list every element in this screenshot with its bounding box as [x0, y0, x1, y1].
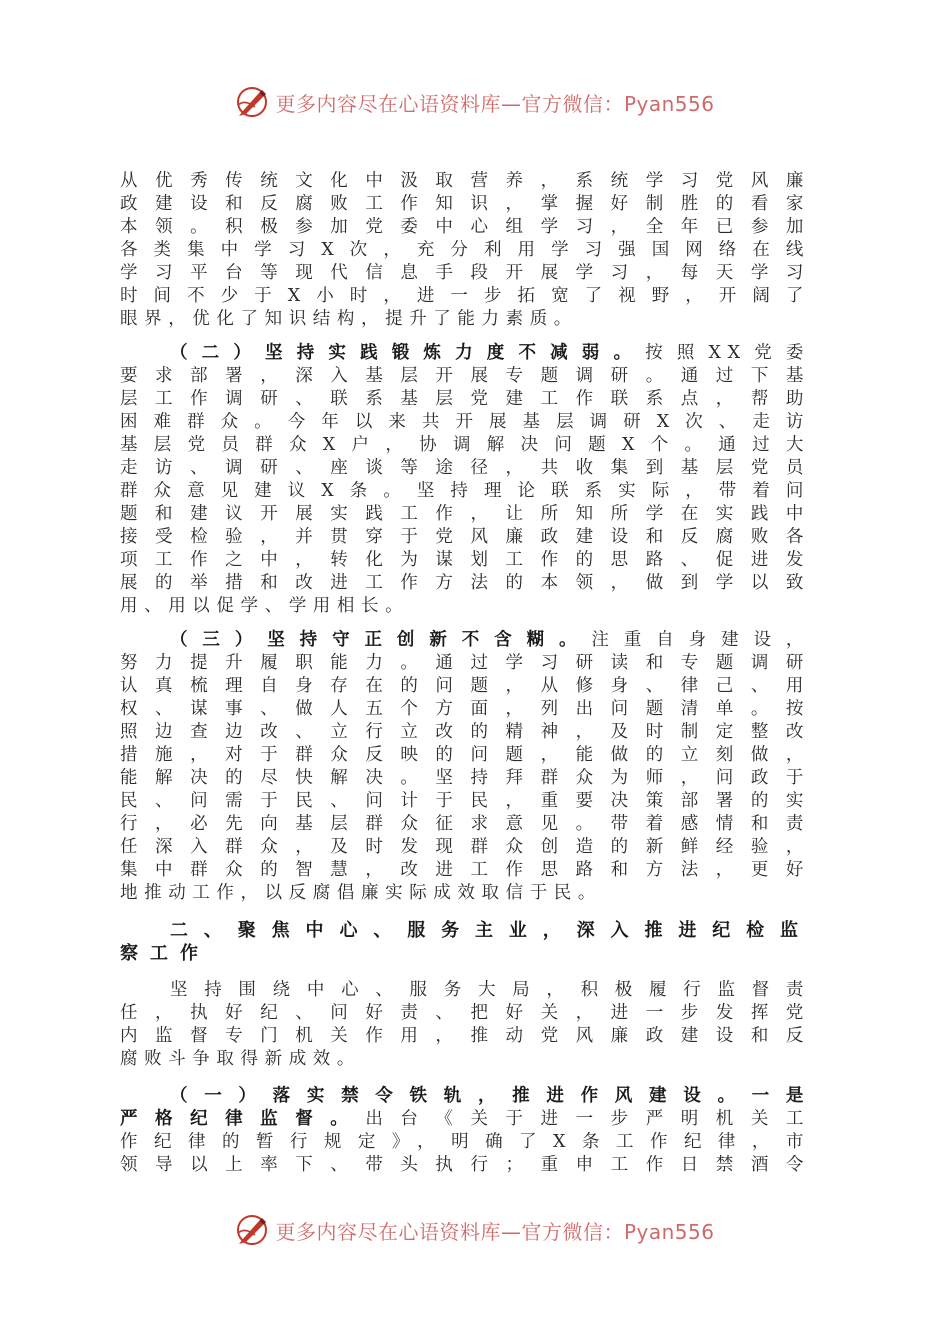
text-line: 能解决的尽快解决。坚持拜群众为师，问政于 [120, 768, 810, 788]
text-line: 内监督专门机关作用，推动党风廉政建设和反 [120, 1026, 810, 1046]
text-line [120, 629, 810, 652]
text-line [120, 1085, 810, 1108]
text-line: 层工作调研、联系基层党建工作联系点，帮助 [120, 389, 810, 409]
text-line: 本领。积极参加党委中心组学习，全年已参加 [120, 217, 810, 237]
inline-bold-phrase: 严格纪律监督。 [120, 1109, 366, 1129]
text-line: 眼界，优化了知识结构，提升了能力素质。 [120, 309, 578, 329]
text-line: 从优秀传统文化中汲取营养，系统学习党风廉 [120, 171, 810, 191]
subsection-heading: （二）坚持实践锻炼力度不减弱。 [170, 343, 646, 363]
text-line: 用、用以促学、学用相长。 [120, 596, 410, 616]
section-title-line: 二、聚焦中心、服务主业，深入推进纪检监 [170, 920, 810, 941]
text-line: 权、谋事、做人五个方面，列出问题清单。按 [120, 699, 810, 719]
text-line: 要求部署，深入基层开展专题调研。通过下基 [120, 366, 810, 386]
section-title [120, 919, 810, 965]
text-line: 时间不少于X小时，进一步拓宽了视野，开阔了 [120, 286, 810, 306]
text-run: 按照XX党委 [645, 343, 810, 363]
text-line: 坚持围绕中心、服务大局，积极履行监督责 [170, 980, 810, 1000]
text-line: 作纪律的暂行规定》，明确了X条工作纪律，市 [120, 1132, 810, 1152]
text-line: 学习平台等现代信息手段开展学习，每天学习 [120, 263, 810, 283]
paragraph-practice [120, 342, 810, 618]
text-line: 题和建议开展实践工作，让所知所学在实践中 [120, 504, 810, 524]
fountain-pen-logo-icon [235, 1213, 269, 1247]
text-line: 任深入群众，及时发现群众创造的新鲜经验， [120, 837, 810, 857]
text-line: 接受检验，并贯穿于党风廉政建设和反腐败各 [120, 527, 810, 547]
text-line: 困难群众。今年以来共开展基层调研X次、走访 [120, 412, 810, 432]
section-title-line: 察工作 [120, 943, 210, 964]
text-line: 走访、调研、座谈等途径，共收集到基层党员 [120, 458, 810, 478]
footer-banner-text: 更多内容尽在心语资料库—官方微信：Pyan556 [275, 1219, 715, 1244]
text-line: 行，必先向基层群众征求意见。带着感情和责 [120, 814, 810, 834]
subsection-heading: （一）落实禁令铁轨，推进作风建设。一是 [170, 1086, 810, 1106]
text-line: 项工作之中，转化为谋划工作的思路、促进发 [120, 550, 810, 570]
text-line: 认真梳理自身存在的问题，从修身、律己、用 [120, 676, 810, 696]
paragraph-discipline [120, 1085, 810, 1177]
text-line: 措施，对于群众反映的问题，能做的立刻做， [120, 745, 810, 765]
header-banner-text: 更多内容尽在心语资料库—官方微信：Pyan556 [275, 91, 715, 116]
text-line: 照边查边改、立行立改的精神，及时制定整改 [120, 722, 810, 742]
paragraph-innovation [120, 629, 810, 905]
text-line: 地推动工作，以反腐倡廉实际成效取信于民。 [120, 883, 602, 903]
text-line: 各类集中学习X次，充分利用学习强国网络在线 [120, 240, 810, 260]
text-line: 基层党员群众X户，协调解决问题X个。通过大 [120, 435, 810, 455]
text-line: 民、问需于民、问计于民，重要决策部署的实 [120, 791, 810, 811]
footer-banner [0, 1210, 950, 1250]
document-body [120, 170, 810, 1177]
text-line: 群众意见建议X条。坚持理论联系实际，带着问 [120, 481, 810, 501]
paragraph-section-intro [120, 979, 810, 1071]
fountain-pen-logo-icon [235, 85, 269, 119]
text-line: 领导以上率下、带头执行；重申工作日禁酒令 [120, 1155, 810, 1175]
text-run: 出台《关于进一步严明机关工 [365, 1109, 810, 1129]
subsection-heading: （三）坚持守正创新不含糊。 [170, 630, 592, 650]
text-line: 任，执好纪、问好责、把好关，进一步发挥党 [120, 1003, 810, 1023]
text-line [120, 342, 810, 365]
text-line: 展的举措和改进工作方法的本领，做到学以致 [120, 573, 810, 593]
paragraph-study-culture [120, 170, 810, 331]
header-banner [0, 82, 950, 122]
text-line: 政建设和反腐败工作知识，掌握好制胜的看家 [120, 194, 810, 214]
text-line: 集中群众的智慧，改进工作思路和方法，更好 [120, 860, 810, 880]
text-line [120, 1108, 810, 1131]
text-run: 注重自身建设， [591, 630, 810, 650]
text-line: 腐败斗争取得新成效。 [120, 1049, 361, 1069]
text-line: 努力提升履职能力。通过学习研读和专题调研 [120, 653, 810, 673]
